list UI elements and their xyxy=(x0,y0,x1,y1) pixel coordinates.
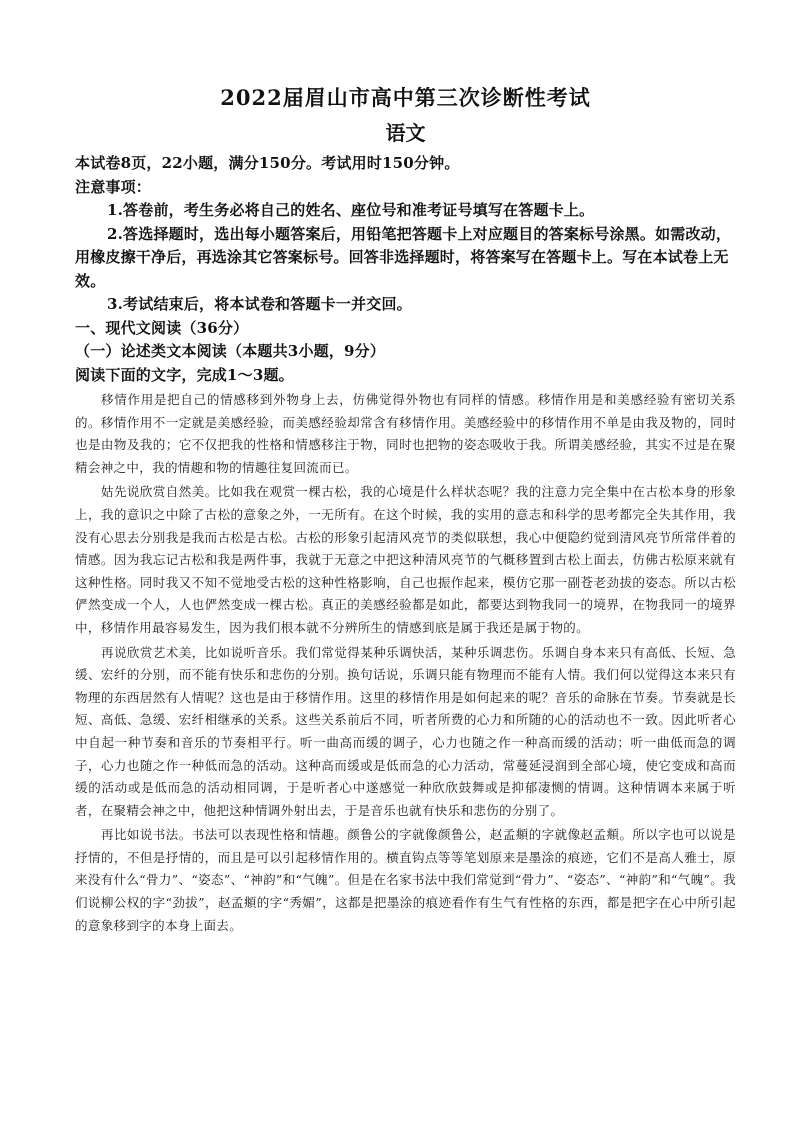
exam-title: 2022届眉山市高中第三次诊断性考试 xyxy=(220,85,591,110)
reading-instruction: 阅读下面的文字，完成1～3题。 xyxy=(75,365,294,384)
subject-title: 语文 xyxy=(385,121,426,145)
passage-paragraph-1: 移情作用是把自己的情感移到外物身上去，仿佛觉得外物也有同样的情感。移情作用是和美感经验有密切关系的。移情作用不一定就是美感经验，而美感经验却常含有移情作用。美感经验中的移情作用不单是由我及物的，同时也是由物及我的；它不仅把我的性格和情感移注于物，同时也把物的姿态吸收于我。所谓美感经验，其实不过是在聚精会神之中，我的情趣和物的情趣往复回流而已。 xyxy=(75,392,736,475)
notice-heading: 注意事项： xyxy=(75,177,152,196)
reading-passage xyxy=(75,389,736,937)
exam-info: 本试卷8页，22小题，满分150分。考试用时150分钟。 xyxy=(75,154,460,172)
passage-paragraph-4: 再比如说书法。书法可以表现性格和情趣。颜鲁公的字就像颜鲁公，赵孟頫的字就像赵孟頫。所以字也可以说是抒情的，不但是抒情的，而且是可以引起移情作用的。横直钩点等等笔划原来是墨涂的痕迹，它们不是高人雅士，原来没有什么“骨力”、“姿态”、“神韵”和“气魄”。但是在名家书法中我们常觉到“骨力”、“姿态”、“神韵”和“气魄”。我们说柳公权的字“劲拔”，赵孟頫的字“秀媚”，这都是把墨涂的痕迹看作有生气有性格的东西，都是把字在心中所引起的意象移到字的本身上面去。 xyxy=(75,827,736,933)
passage-paragraph-2: 姑先说欣赏自然美。比如我在观赏一棵古松，我的心境是什么样状态呢？我的注意力完全集中在古松本身的形象上，我的意识之中除了古松的意象之外，一无所有。在这个时候，我的实用的意志和科学的思考都完全失其作用，我没有心思去分别我是我而古松是古松。古松的形象引起清风亮节的类似联想，我心中便隐约觉到清风亮节所常伴着的情感。因为我忘记古松和我是两件事，我就于无意之中把这种清风亮节的气概移置到古松上面去，仿佛古松原来就有这种性格。同时我又不知不觉地受古松的这种性格影响，自己也振作起来，模仿它那一副苍老劲拔的姿态。所以古松俨然变成一个人，人也俨然变成一棵古松。真正的美感经验都是如此，都要达到物我同一的境界，在物我同一的境界中，移情作用最容易发生，因为我们根本就不分辨所生的情感到底是属于我还是属于物的。 xyxy=(75,484,736,635)
passage-paragraph-3: 再说欣赏艺术美，比如说听音乐。我们常觉得某种乐调快活，某种乐调悲伤。乐调自身本来只有高低、长短、急缓、宏纤的分别，而不能有快乐和悲伤的分别。换句话说，乐调只能有物理而不能有人情。我们何以觉得这本来只有物理的东西居然有人情呢？这也是由于移情作用。这里的移情作用是如何起来的呢？音乐的命脉在节奏。节奏就是长短、高低、急缓、宏纤相继承的关系。这些关系前后不同，听者所费的心力和所随的心的活动也不一致。因此听者心中自起一种节奏和音乐的节奏相平行。听一曲高而缓的调子，心力也随之作一种高而缓的活动；听一曲低而急的调子，心力也随之作一种低而急的活动。这种高而缓或是低而急的心力活动，常蔓延浸润到全部心境，使它变成和高而缓的活动或是低而急的活动相同调，于是听者心中遂感觉一种欣欣鼓舞或是抑郁凄恻的情调。这种情调本来属于听者，在聚精会神之中，他把这种情调外射出去，于是音乐也就有快乐和悲伤的分别了。 xyxy=(75,644,736,818)
section-heading: 一、现代文阅读（36分） xyxy=(75,318,249,337)
notice-item-3: 3.考试结束后，将本试卷和答题卡一并交回。 xyxy=(107,295,412,313)
notice-item-1: 1.答卷前，考生务必将自己的姓名、座位号和准考证号填写在答题卡上。 xyxy=(107,201,595,219)
notice-item-2: 2.答选择题时，选出每小题答案后，用铅笔把答题卡上对应题目的答案标号涂黑。如需改动，用橡皮擦干净后，再选涂其它答案标号。回答非选择题时，将答案写在答题卡上。写在本试卷上无效。 xyxy=(75,224,732,290)
section-subheading: （一）论述类文本阅读（本题共3小题，9分） xyxy=(75,342,386,360)
